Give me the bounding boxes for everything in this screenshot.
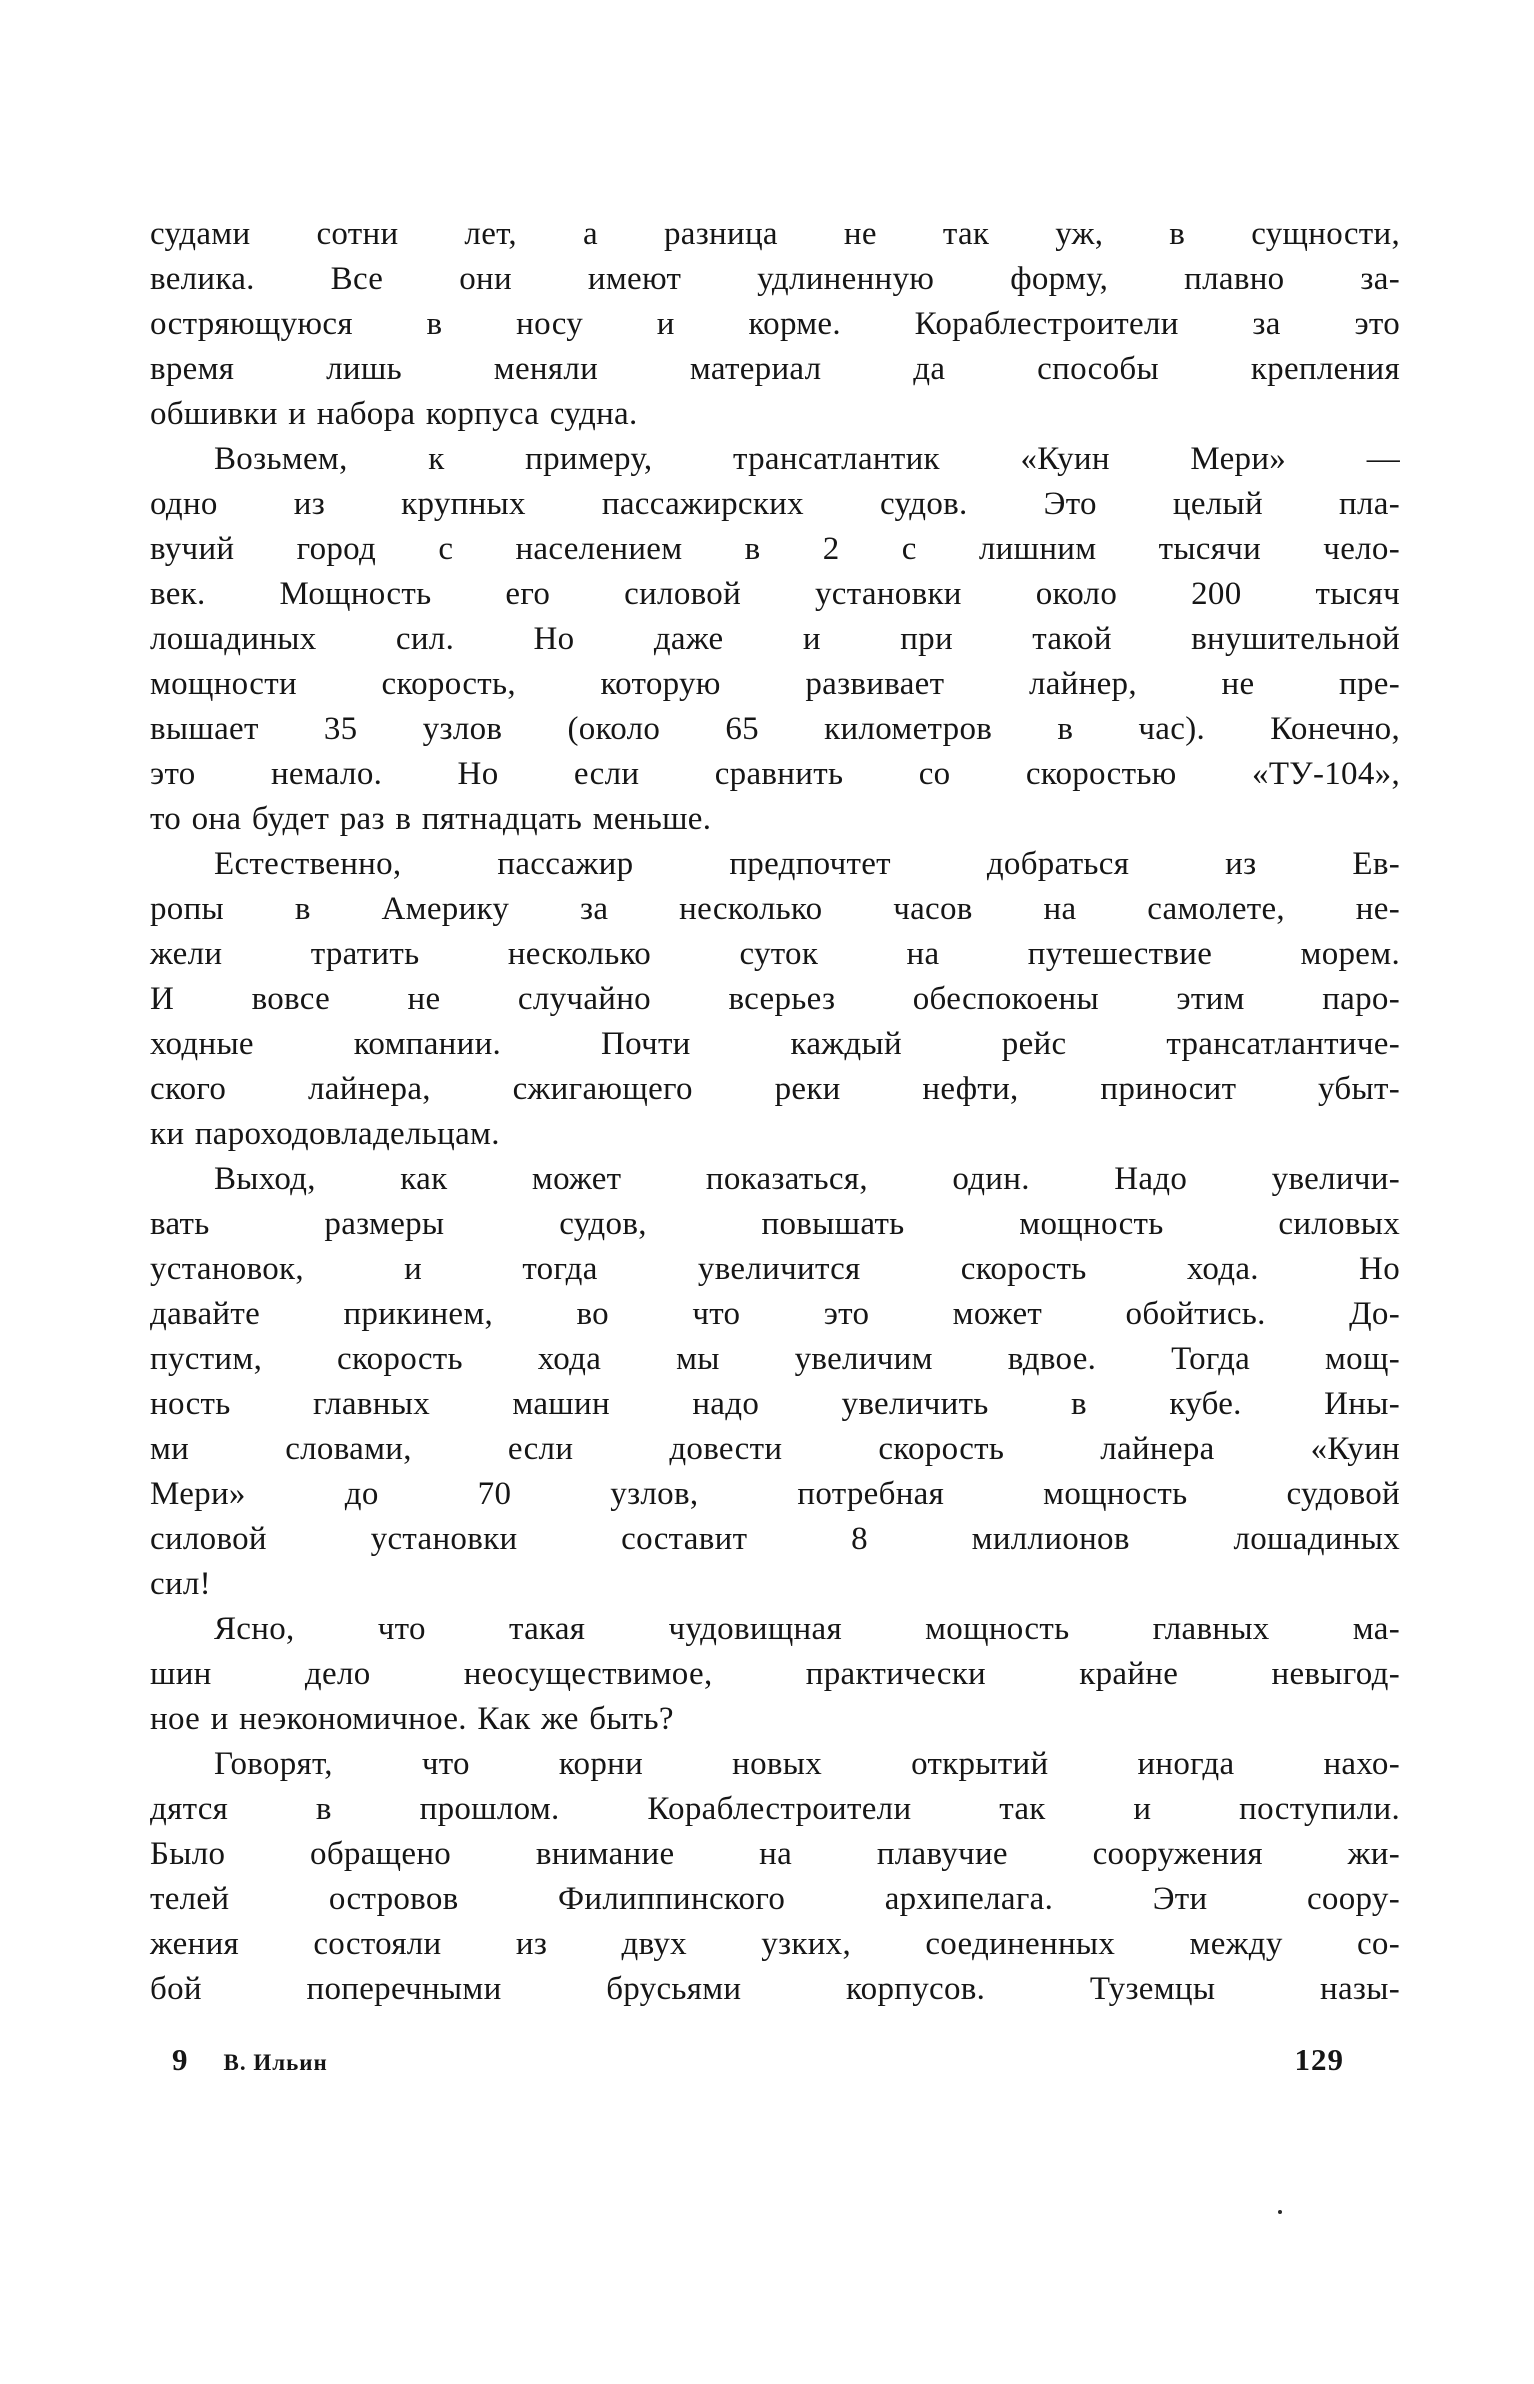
text-line: установок, и тогда увеличится скорость хода. Но — [150, 1251, 1400, 1287]
text-line: ходные компании. Почти каждый рейс трансатлантиче- — [150, 1026, 1400, 1062]
text-line: то она будет раз в пятнадцать меньше. — [150, 801, 712, 837]
text-line: сил! — [150, 1566, 211, 1602]
text-line: силовой установки составит 8 миллионов лошадиных — [150, 1521, 1400, 1557]
text-line: судами сотни лет, а разница не так уж, в сущности, — [150, 216, 1400, 252]
text-line: ки пароходовладельцам. — [150, 1116, 500, 1152]
text-line: бой поперечными брусьями корпусов. Туземцы назы- — [150, 1971, 1400, 2007]
scan-speck — [1278, 2210, 1282, 2214]
text-line: Говорят, что корни новых открытий иногда нахо- — [214, 1746, 1400, 1782]
page-footer — [172, 2042, 1344, 2078]
text-line: лошадиных сил. Но даже и при такой внушительной — [150, 621, 1400, 657]
text-line: ное и неэкономичное. Как же быть? — [150, 1701, 674, 1737]
text-line: шин дело неосуществимое, практически крайне невыгод- — [150, 1656, 1400, 1692]
text-line: остряющуюся в носу и корме. Кораблестроители за это — [150, 306, 1400, 342]
text-line: это немало. Но если сравнить со скоростью «ТУ-104», — [150, 756, 1400, 792]
text-line: Выход, как может показаться, один. Надо увеличи- — [214, 1161, 1400, 1197]
text-line: телей островов Филиппинского архипелага. Эти соору- — [150, 1881, 1400, 1917]
text-line: мощности скорость, которую развивает лайнер, не пре- — [150, 666, 1400, 702]
page-number: 129 — [1294, 2042, 1344, 2077]
text-line: вучий город с населением в 2 с лишним тысячи чело- — [150, 531, 1400, 567]
text-line: жели тратить несколько суток на путешествие морем. — [150, 936, 1400, 972]
text-line: ность главных машин надо увеличить в кубе. Ины- — [150, 1386, 1400, 1422]
signature-number: 9 — [172, 2042, 188, 2077]
text-line: век. Мощность его силовой установки около 200 тысяч — [150, 576, 1400, 612]
text-line: вышает 35 узлов (около 65 километров в час). Конечно, — [150, 711, 1400, 747]
text-line: пустим, скорость хода мы увеличим вдвое. Тогда мощ- — [150, 1341, 1400, 1377]
text-line: Естественно, пассажир предпочтет добраться из Ев- — [214, 846, 1400, 882]
text-line: вать размеры судов, повышать мощность силовых — [150, 1206, 1400, 1242]
page-text — [150, 212, 1400, 2012]
text-line: время лишь меняли материал да способы крепления — [150, 351, 1400, 387]
text-line: ми словами, если довести скорость лайнера «Куин — [150, 1431, 1400, 1467]
text-line: дятся в прошлом. Кораблестроители так и поступили. — [150, 1791, 1400, 1827]
text-line: ропы в Америку за несколько часов на самолете, не- — [150, 891, 1400, 927]
text-line: давайте прикинем, во что это может обойтись. До- — [150, 1296, 1400, 1332]
text-line: Возьмем, к примеру, трансатлантик «Куин Мери» — — [214, 441, 1400, 477]
text-line: жения состояли из двух узких, соединенных между со- — [150, 1926, 1400, 1962]
text-line: обшивки и набора корпуса судна. — [150, 396, 638, 432]
text-line: ского лайнера, сжигающего реки нефти, приносит убыт- — [150, 1071, 1400, 1107]
author-name: В. Ильин — [223, 2050, 328, 2075]
text-line: Мери» до 70 узлов, потребная мощность судовой — [150, 1476, 1400, 1512]
text-line: И вовсе не случайно всерьез обеспокоены этим паро- — [150, 981, 1400, 1017]
text-line: одно из крупных пассажирских судов. Это целый пла- — [150, 486, 1400, 522]
signature-mark — [172, 2042, 328, 2078]
text-line: велика. Все они имеют удлиненную форму, плавно за- — [150, 261, 1400, 297]
text-line: Было обращено внимание на плавучие сооружения жи- — [150, 1836, 1400, 1872]
text-line: Ясно, что такая чудовищная мощность главных ма- — [214, 1611, 1400, 1647]
